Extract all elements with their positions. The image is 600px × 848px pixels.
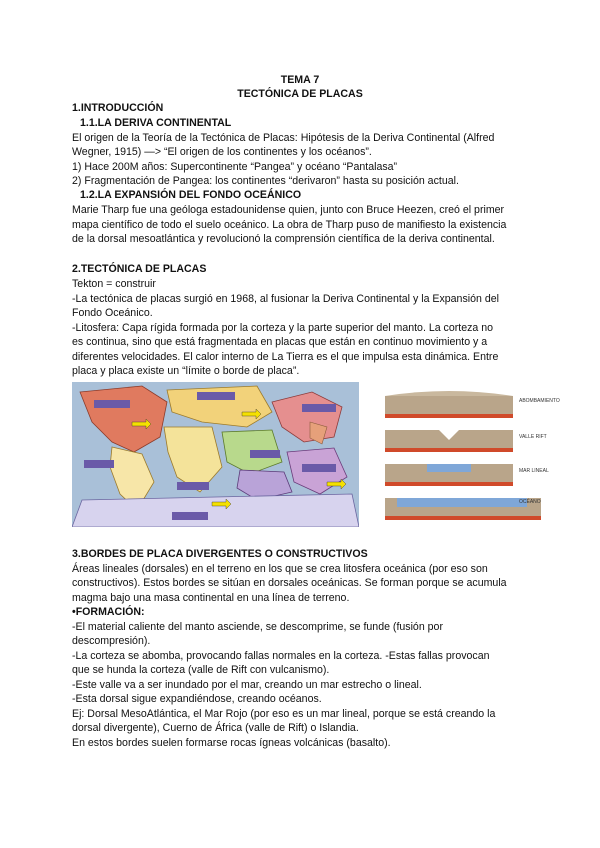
paragraph-line: Marie Tharp fue una geóloga estadounidense quien, junto con Bruce Heezen, creó el primer — [72, 204, 505, 216]
paragraph-line: es continua, sino que está fragmentada en placas que están en continuo movimiento y a — [72, 336, 488, 348]
paragraph-line: Ej: Dorsal MesoAtlántica, el Mar Rojo (por eso es un mar lineal, porque se está creando la — [72, 708, 496, 720]
paragraph-line: diferentes velocidades. El calor interno de La Tierra es el que impulsa esta dinámica. Entre — [72, 351, 499, 363]
paragraph-line: mapa científico de todo el suelo oceánico. La obra de Tharp puso de manifiesto la existencia — [72, 219, 507, 231]
section-1-2-heading: 1.2.LA EXPANSIÓN DEL FONDO OCEÁNICO — [80, 189, 302, 201]
paragraph-line: de la dorsal mesoatlántica y revolucionó la comprensión científica de la deriva continental. — [72, 233, 495, 245]
paragraph-line: Wegner, 1915) —> “El origen de los continentes y los océanos”. — [72, 146, 372, 158]
paragraph-line: Fondo Oceánico. — [72, 307, 153, 319]
map-graphic — [72, 382, 359, 527]
paragraph-line: -La tectónica de placas surgió en 1968, al fusionar la Deriva Continental y la Expansión del — [72, 293, 499, 305]
section-3-heading: 3.BORDES DE PLACA DIVERGENTES O CONSTRUCTIVOS — [72, 548, 368, 560]
section-1-heading: 1.INTRODUCCIÓN — [72, 102, 164, 114]
paragraph-line: -El material caliente del manto asciende, se descomprime, se funde (fusión por — [72, 621, 443, 633]
paragraph-line: constructivos). Estos bordes se sitúan en dorsales oceánicas. Se forman porque se acumula — [72, 577, 507, 589]
paragraph-line: 2) Fragmentación de Pangea: los continentes “derivaron” hasta su posición actual. — [72, 175, 459, 187]
paragraph-line: -Litosfera: Capa rígida formada por la corteza y la parte superior del manto. La corteza no — [72, 322, 494, 334]
divergent-boundary-diagram-image — [383, 382, 567, 527]
svg-text:VALLE RIFT: VALLE RIFT — [519, 434, 547, 440]
svg-text:ABOMBAMIENTO: ABOMBAMIENTO — [519, 398, 560, 404]
paragraph-line: Tekton = construir — [72, 278, 156, 290]
svg-text:MAR LINEAL: MAR LINEAL — [519, 468, 549, 474]
formation-heading: •FORMACIÓN: — [72, 606, 145, 618]
paragraph-line: En estos bordes suelen formarse rocas ígneas volcánicas (basalto). — [72, 737, 391, 749]
paragraph-line: magma bajo una masa continental en una línea de terreno. — [72, 592, 350, 604]
paragraph-line: dorsal divergente), Cuerno de África (valle de Rift) o Islandia. — [72, 722, 359, 734]
diagram-graphic — [383, 382, 567, 527]
section-1-1-heading: 1.1.LA DERIVA CONTINENTAL — [80, 117, 232, 129]
paragraph-line: que se hunda la corteza (valle de Rift con vulcanismo). — [72, 664, 330, 676]
doc-subtitle: TECTÓNICA DE PLACAS — [237, 88, 363, 100]
paragraph-line: placa y placa existe un “límite o borde de placa”. — [72, 365, 300, 377]
paragraph-line: -Este valle va a ser inundado por el mar, creando un mar estrecho o lineal. — [72, 679, 422, 691]
section-2-heading: 2.TECTÓNICA DE PLACAS — [72, 263, 207, 275]
paragraph-line: 1) Hace 200M años: Supercontinente “Pangea” y océano “Pantalasa” — [72, 161, 398, 173]
svg-text:OCÉANO: OCÉANO — [519, 499, 541, 505]
paragraph-line: -La corteza se abomba, provocando fallas normales en la corteza. -Estas fallas provocan — [72, 650, 490, 662]
tectonic-plates-map-image — [72, 382, 359, 527]
doc-title: TEMA 7 — [280, 74, 320, 86]
paragraph-line: Áreas lineales (dorsales) en el terreno en los que se crea litosfera oceánica (por eso son — [72, 563, 488, 575]
paragraph-line: El origen de la Teoría de la Tectónica de Placas: Hipótesis de la Deriva Continental (Alfred — [72, 132, 495, 144]
paragraph-line: -Esta dorsal sigue expandiéndose, creando océanos. — [72, 693, 322, 705]
paragraph-line: descompresión). — [72, 635, 151, 647]
